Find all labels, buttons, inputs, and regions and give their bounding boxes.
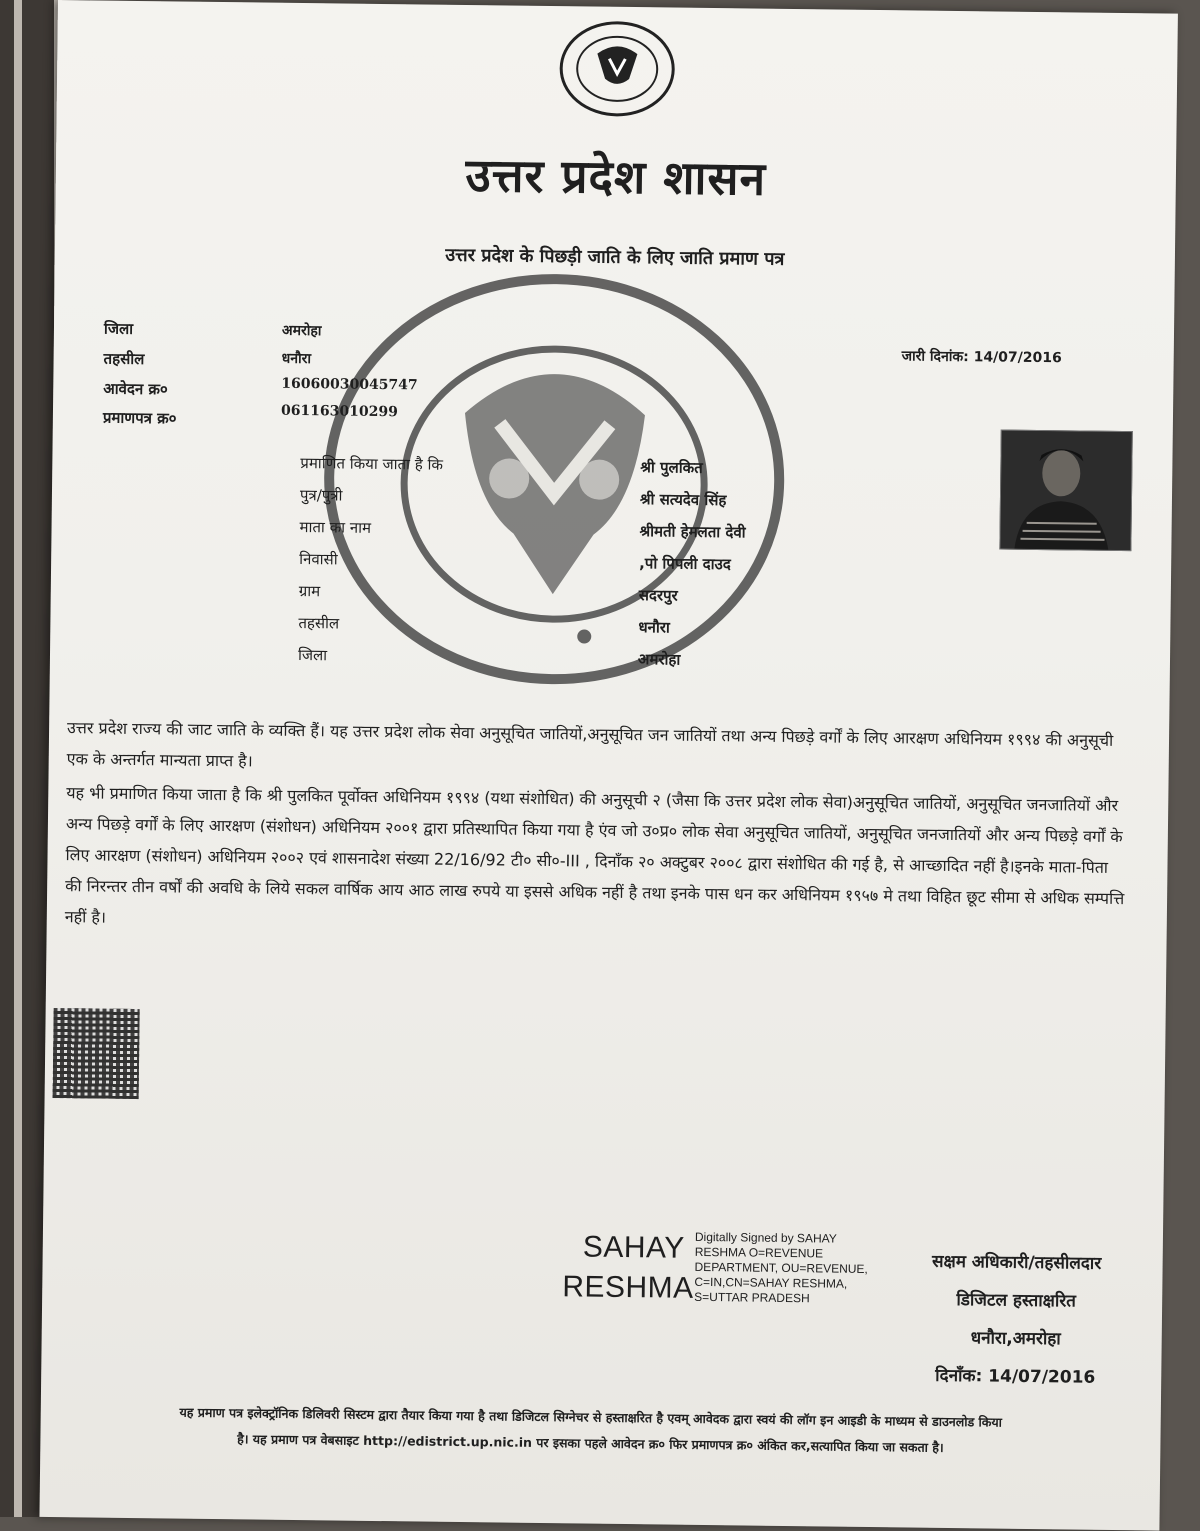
detail-value: श्री सत्यदेव सिंह [639,490,727,510]
authority-digital: डिजिटल हस्ताक्षरित [956,1290,1077,1312]
detail-label: ग्राम [298,581,321,601]
certificate-subtitle: उत्तर प्रदेश के पिछड़ी जाति के लिए जाति प्रमाण पत्र [445,244,785,270]
authority-date: दिनाँक: 14/07/2016 [935,1365,1096,1388]
detail-label: माता का नाम [299,517,372,537]
page-title: उत्तर प्रदेश शासन [465,147,767,206]
applicant-photo [999,430,1132,552]
footer-line1: यह प्रमाण पत्र इलेक्ट्रॉनिक डिलिवरी सिस्टम द्वारा तैयार किया गया है तथा डिजिटल सिग्नेचर से हस्ताक्षरित है एवम् आवेदक द्वारा स्वयं की लॉग इन आइडी के माध्यम से डाउनलोड किया [179,1404,1002,1430]
application-no-value: 16060030045747 [281,375,418,394]
signer-name-line1: SAHAY [582,1230,685,1265]
qr-code [53,1008,140,1099]
detail-row [298,645,858,684]
detail-value: धनौरा [638,618,670,637]
district-label: जिला [103,319,134,338]
detail-value: अमरोहा [637,650,681,669]
detail-label: पुत्र/पुत्री [299,485,343,505]
caste-statement: उत्तर प्रदेश राज्य की जाट जाति के व्यक्ति हैं। यह उत्तर प्रदेश लोक सेवा अनुसूचित जातियों,अनुसूचित जन जातियों तथा अन्य पिछड़े वर्गों के लिए आरक्षण अधिनियम १९९४ की अनुसूची एक के अन्तर्गत मान्यता प्राप्त है। [66,718,1114,771]
tehsil-value: धनौरा [281,350,312,368]
authority-block [895,1242,1137,1397]
detail-value: सदरपुर [638,586,678,605]
signature-details: Digitally Signed by SAHAY RESHMA O=REVENUE DEPARTMENT, OU=REVENUE, C=IN,CN=SAHAY RESHMA, S=UTTAR PRADESH [694,1229,868,1306]
detail-label: प्रमाणित किया जाता है कि [300,453,444,474]
certificate-page [39,0,1177,1531]
details-block [298,453,861,684]
footer-note [10,1398,1171,1464]
detail-value: श्री पुलकित [640,458,703,477]
certificate-no-value: 061163010299 [280,402,398,421]
detail-value: श्रीमती हेमलता देवी [639,522,746,542]
signer-name-line2: RESHMA [562,1270,694,1305]
authority-title: सक्षम अधिकारी/तहसीलदार [931,1251,1102,1274]
tehsil-label: तहसील [103,349,145,369]
issue-date: जारी दिनांक: 14/07/2016 [901,348,1062,367]
detail-value: ,पो पिपली दाउद [639,554,731,574]
creamy-layer-statement: यह भी प्रमाणित किया जाता है कि श्री पुलकित पूर्वोक्त अधिनियम १९९४ (यथा संशोधित) की अनुसूची २ (जैसा कि उत्तर प्रदेश लोक सेवा)अनुसूचित जातियों, अनुसूचित जनजातियों और अन्य पिछड़े वर्गों के लिए आरक्षण (संशोधन) अधिनियम २००१ द्वारा प्रतिस्थापित किया गया है एंव जो उ०प्र० लोक सेवा अनुसूचित जातियों, अनुसूचित जनजातियों और अन्य पिछड़े वर्गों के लिए आरक्षण (संशोधन) अधिनियम २००२ एवं शासनादेश संख्या 22/16/92 टी० सी०-III , दिनाँक २० अक्टुबर २००८ द्वारा संशोधित की गई है, से आच्छादित नहीं है।इनके माता-पिता की निरन्तर तीन वर्षों की अवधि के लिये सकल वार्षिक आय आठ लाख रुपये या इससे अधिक नहीं है तथा इनके पास धन कर अधिनियम १९५७ मे तथा विहित छूट सीमा से अधिक सम्पत्ति नहीं है। [64,783,1125,927]
footer-line2: है। यह प्रमाण पत्र वेबसाइट http://edistrict.up.nic.in पर इसका पहले आवेदन क्र० फिर प्रमाणपत्र क्र० अंकित कर,सत्यापित किया जा सकता है। [237,1431,944,1455]
detail-label: निवासी [299,549,338,569]
digital-signature [562,1228,923,1342]
detail-label: जिला [297,645,328,665]
up-emblem-seal [557,18,678,119]
district-value: अमरोहा [281,322,322,340]
authority-place: धनौरा,अमरोहा [970,1328,1061,1350]
application-no-label: आवेदन क्र० [103,379,168,399]
detail-label: तहसील [298,613,340,633]
certificate-no-label: प्रमाणपत्र क्र० [102,408,177,428]
